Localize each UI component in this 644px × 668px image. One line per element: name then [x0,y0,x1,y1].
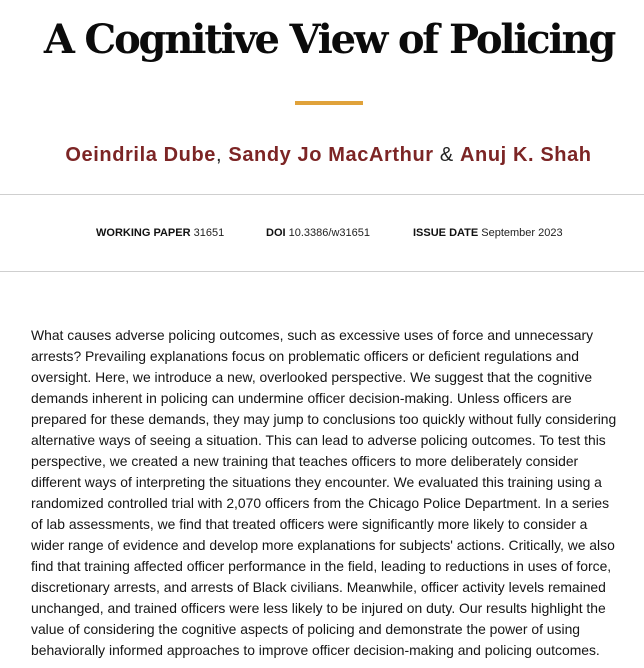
author-separator: & [439,144,454,166]
working-paper-number [96,226,224,240]
abstract-line: find that training affected officer performance in the field, leading to reductions in uses of force, [31,558,612,574]
paper-metadata-bar [0,194,644,272]
abstract-line: discretionary arrests, and arrests of Black civilians. Meanwhile, officer activity levels remained [31,579,606,595]
abstract-line: randomized controlled trial with 2,070 officers from the Chicago Police Department. In a series [31,495,610,511]
abstract-line: oversight. Here, we introduce a new, overlooked perspective. We suggest that the cognitive [31,369,593,385]
abstract-line: different ways of interpreting the situations they encounter. We evaluated this training using a [31,474,602,490]
accent-rule [295,101,363,105]
doi-value[interactable]: 10.3386/w31651 [288,227,370,239]
page-title: A Cognitive View of Policing [43,16,615,63]
abstract-line: behaviorally informed approaches to improve officer decision-making and policing outcomes. [31,642,600,658]
abstract-line: unchanged, and trained officers were less likely to be injured on duty. Our results highlight the [31,600,606,616]
issue-date [413,226,563,240]
abstract-line: demands inherent in policing can undermine officer decision-making. Unless officers are [31,390,572,406]
author-link-dube[interactable]: Oeindrila Dube [65,144,217,166]
abstract-line: prepared for these demands, they may jump to conclusions too quickly without fully considering [31,411,617,427]
abstract-line: perspective, we created a new training that teaches officers to more deliberately consider [31,453,579,469]
working-paper-label: WORKING PAPER [96,227,191,239]
doi-label: DOI [266,227,286,239]
abstract-line: wider range of evidence and develop more explanations for subjects' actions. Critically, we also [31,537,615,553]
abstract-line: arrests? Prevailing explanations focus on problematic officers or deficient regulations and [31,348,579,364]
abstract-line: value of considering the cognitive aspects of policing and demonstrate the power of using [31,621,581,637]
issue-date-label: ISSUE DATE [413,227,479,239]
author-link-macarthur[interactable]: Sandy Jo MacArthur [228,144,434,166]
author-separator: , [216,144,223,166]
author-link-shah[interactable]: Anuj K. Shah [459,144,592,166]
abstract-text [31,325,631,661]
issue-date-value: September 2023 [481,227,563,239]
doi [266,226,370,240]
abstract-line: of lab assessments, we find that treated officers were significantly more likely to consider a [31,516,588,532]
abstract-line: alternative ways of seeing a situation. This can lead to adverse policing outcomes. To test this [31,432,606,448]
abstract-line: What causes adverse policing outcomes, such as excessive uses of force and unnecessary [31,327,594,343]
working-paper-value: 31651 [193,227,225,239]
author-list [0,142,644,168]
